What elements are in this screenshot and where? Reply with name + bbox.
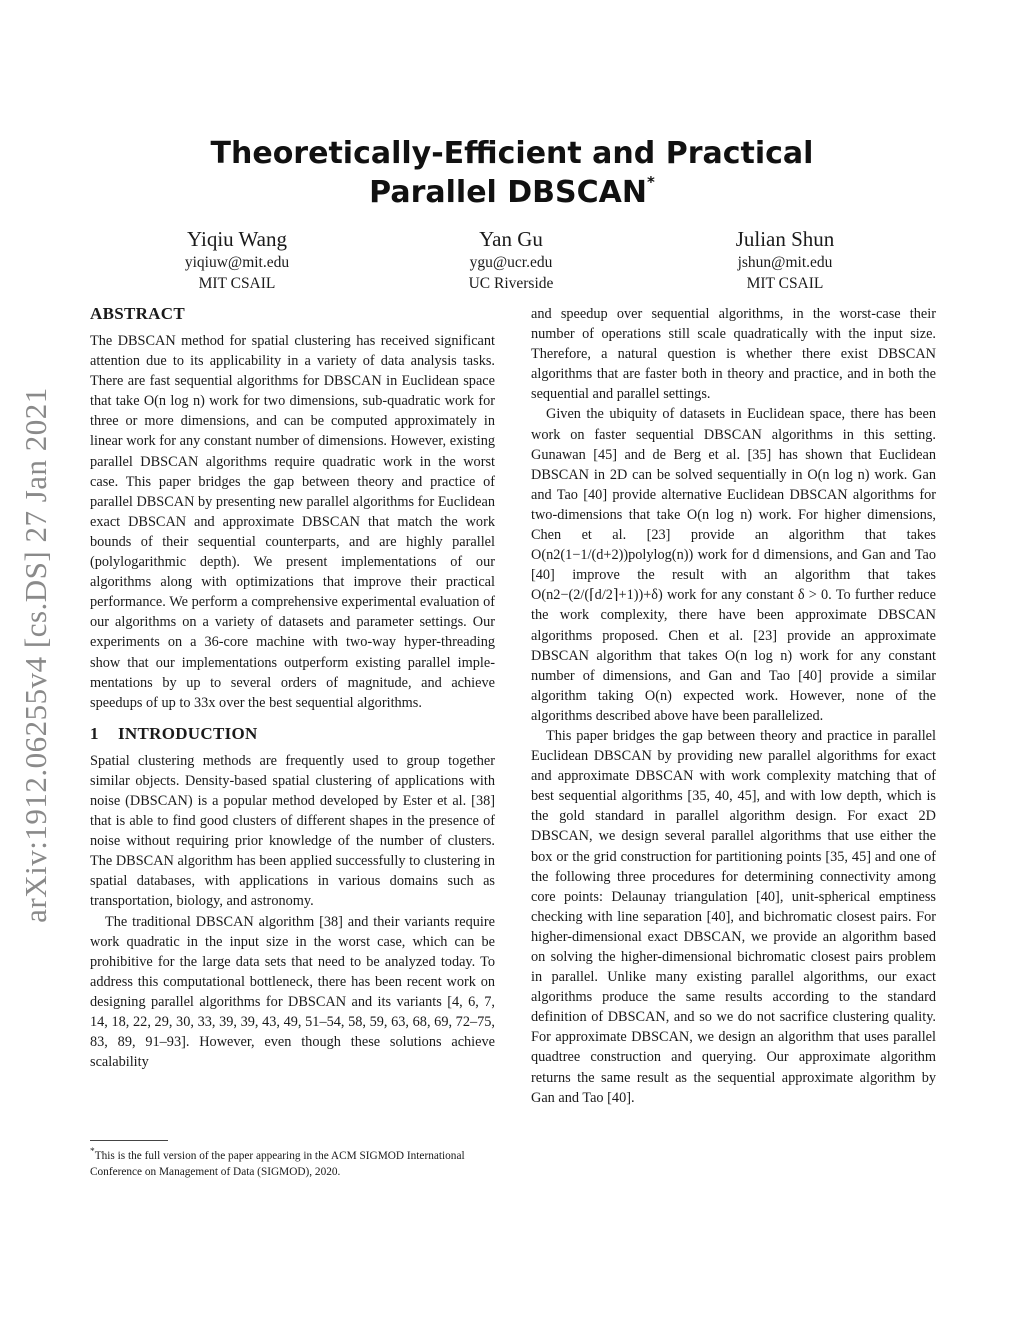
arxiv-stamp bbox=[16, 360, 56, 950]
author-name: Julian Shun bbox=[735, 227, 835, 251]
author-block bbox=[107, 226, 367, 294]
arxiv-stamp-text: arXiv:1912.06255v4 [cs.DS] 27 Jan 2021 bbox=[18, 387, 53, 923]
footnote-text: This is the full version of the paper appearing in the ACM SIGMOD International Conference on Management of Data (SIGMOD), 2020. bbox=[90, 1149, 465, 1178]
footnote-rule bbox=[90, 1140, 168, 1141]
intro-paragraph-5: This paper bridges the gap between theory and practice in parallel Euclidean DBSCAN by providing new parallel algorithms for exact and approximate DBSCAN with work complexity matching that of best sequential algorithms [35, 40, 45], and with low depth, which is the gold standard in parallel algorithm design. For exact 2D DBSCAN, we design several parallel algorithms that use either the box or the grid construction for partitioning points [35, 45] and one of the following three procedures for determining connectivity among core points: Delaunay triangulation [40], unit-spherical emptiness checking with line separation [40], and bichromatic closest pairs. For higher-dimensional exact DBSCAN, we provide an algorithm based on solving the higher-dimensional bichromatic closest pairs problem in parallel. Unlike many existing parallel algorithms, our exact algorithms produce the same results according to the standard definition of DBSCAN, and so we do not sacrifice clustering quality. For approximate DBSCAN, we design an algorithm that uses parallel quadtree construction and querying. Our approximate algorithm returns the same result as the sequential approximate algorithm by Gan and Tao [40]. bbox=[531, 727, 936, 1106]
intro-paragraph-4: Given the ubiquity of datasets in Euclidean space, there has been work on faster sequential DBSCAN algorithms in this setting. Gunawan [45] and de Berg et al. [35] has shown that Euclidean DBSCAN in 2D can be solved sequentially in O(n log n) work. Gan and Tao [40] provide alternative Euclidean DBSCAN algorithms for two-dimensions that take O(n log n) work. For higher dimensions, Chen et al. [23] provide an algorithm that takes O(n2(1−1/(d+2))polylog(n)) work for d dimensions, and Gan and Tao [40] improve the result with an algorithm that takes O(n2−(2/(⌈d/2⌉+1))+δ) work for any constant δ > 0. To further reduce the work complexity, there have been approximate DBSCAN algorithms proposed. Chen et al. [23] provide an approximate DBSCAN algorithm that takes O(n log n) work for any constant number of dimensions, and Gan and Tao [40] provide a similar algorithm taking O(n) expected work. However, none of the algorithms described above have been parallelized. bbox=[531, 406, 936, 724]
author-affiliation: MIT CSAIL bbox=[746, 275, 824, 292]
title-line-1: Theoretically-Efficient and Practical bbox=[210, 136, 814, 171]
left-column bbox=[90, 303, 495, 1072]
author-name: Yan Gu bbox=[479, 227, 543, 251]
abstract-heading: ABSTRACT bbox=[90, 304, 185, 323]
section-number: 1 bbox=[90, 723, 99, 743]
abstract-text: The DBSCAN method for spatial clustering has received significant attention due to its applicability in a variety of data analysis tasks. There are fast sequential algorithms for DBSCAN in Euclidean space that take O(n log n) work for two dimensions, sub-quadratic work for three or more dimensions, and can be computed approximately in linear work for any constant number of dimensions. However, existing parallel DBSCAN algorithms require quadratic work in the worst case. This paper bridges the gap between theory and practice of parallel DBSCAN by presenting new parallel algorithms for Euclidean exact DBSCAN and approximate DBSCAN that match the work bounds of their sequential counterparts, and are highly parallel (polylogarithmic depth). We present implementations of our algorithms along with optimizations that improve their practical performance. We perform a comprehensive experimental evaluation of our algorithms on a variety of datasets and parameter settings. Our experiments on a 36-core machine with two-way hyper-threading show that our implementations outperform existing parallel implementations by up to several orders of magnitude, and achieve speedups of up to 33x over the best sequential algorithms. bbox=[90, 333, 495, 711]
author-email: jshun@mit.edu bbox=[737, 254, 833, 271]
footnote bbox=[90, 1144, 500, 1180]
author-affiliation: MIT CSAIL bbox=[198, 275, 276, 292]
section-heading bbox=[90, 723, 495, 745]
author-affiliation: UC Riverside bbox=[468, 275, 554, 292]
intro-paragraph-1: Spatial clustering methods are frequently used to group together similar objects. Density-based spatial clustering of applications with noise (DBSCAN) is a popular method developed by Ester et al. [38] that is able to find good clusters of different shapes in the presence of noise without requiring prior knowledge of the number of clusters. The DBSCAN algorithm has been applied successfully to clustering in spatial databases, with applications in various domains such as transportation, biology, and astronomy. bbox=[90, 752, 495, 910]
intro-paragraph-3: and speedup over sequential algorithms, in the worst-case their number of operations still scale quadratically with the input size. Therefore, a natural question is whether there exist DBSCAN algorithms that are faster both in theory and practice, and in both the sequential and parallel settings. bbox=[531, 306, 936, 403]
author-email: ygu@ucr.edu bbox=[469, 254, 553, 271]
author-name: Yiqiu Wang bbox=[186, 227, 287, 251]
section-title: INTRODUCTION bbox=[118, 723, 258, 743]
title-line-2 bbox=[0, 173, 1024, 212]
footnote-marker: * bbox=[90, 1147, 95, 1157]
title-line-2-text: Parallel DBSCAN bbox=[369, 175, 647, 210]
author-block bbox=[655, 226, 915, 294]
author-block bbox=[381, 226, 641, 294]
intro-paragraph-2: The traditional DBSCAN algorithm [38] and their variants require work quadratic in the input size in the worst case, which can be prohibitive for the large data sets that need to be analyzed today. To address this computational bottleneck, there has been recent work on designing parallel algorithms for DBSCAN and its variants [4, 6, 7, 14, 18, 22, 29, 30, 33, 39, 39, 43, 49, 51–54, 58, 59, 63, 68, 69, 72–75, 83, 89, 91–93]. However, even though these solutions achieve scalability bbox=[90, 913, 495, 1071]
author-email: yiqiuw@mit.edu bbox=[184, 254, 290, 271]
paper-title bbox=[0, 134, 1024, 212]
title-footnote-marker: * bbox=[646, 173, 655, 191]
right-column bbox=[531, 304, 936, 1108]
